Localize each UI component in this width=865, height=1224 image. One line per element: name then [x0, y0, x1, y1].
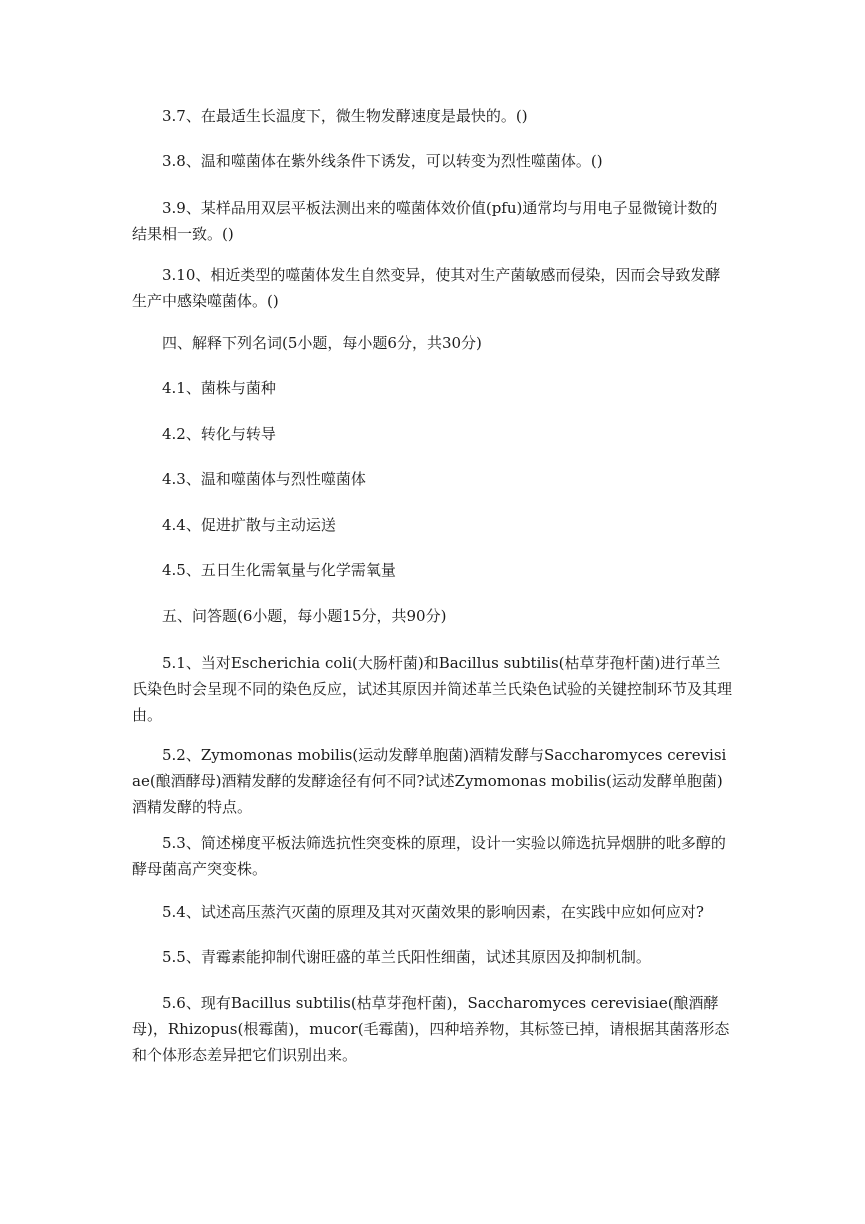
question-3-10: 3.10、相近类型的噬菌体发生自然变异，使其对生产菌敏感而侵染，因而会导致发酵生产中感染噬菌体。() — [132, 266, 721, 310]
section-5-heading: 五、问答题(6小题，每小题15分，共90分) — [162, 607, 447, 625]
question-5-6: 5.6、现有Bacillus subtilis(枯草芽孢杆菌)，Saccharomyces cerevisiae(酿酒酵母)，Rhizopus(根霉菌)，mucor(毛霉菌)，四种培养物，其标签已掉，请根据其菌落形态和个体形态差异把它们识别出来。 — [132, 994, 730, 1064]
term-4-3: 4.3、温和噬菌体与烈性噬菌体 — [162, 470, 366, 488]
term-4-2: 4.2、转化与转导 — [162, 425, 276, 443]
term-4-4: 4.4、促进扩散与主动运送 — [162, 516, 336, 534]
question-5-2: 5.2、Zymomonas mobilis(运动发酵单胞菌)酒精发酵与Saccharomyces cerevisiae(酿酒酵母)酒精发酵的发酵途径有何不同?试述Zymomonas mobilis(运动发酵单胞菌)酒精发酵的特点。 — [132, 746, 727, 816]
question-5-3: 5.3、简述梯度平板法筛选抗性突变株的原理，设计一实验以筛选抗异烟肼的吡多醇的酵母菌高产突变株。 — [132, 834, 726, 878]
question-3-7: 3.7、在最适生长温度下，微生物发酵速度是最快的。() — [162, 107, 528, 125]
question-5-4: 5.4、试述高压蒸汽灭菌的原理及其对灭菌效果的影响因素，在实践中应如何应对? — [162, 903, 704, 921]
question-3-8: 3.8、温和噬菌体在紫外线条件下诱发，可以转变为烈性噬菌体。() — [162, 152, 603, 170]
question-5-5: 5.5、青霉素能抑制代谢旺盛的革兰氏阳性细菌，试述其原因及抑制机制。 — [162, 948, 651, 966]
question-5-1: 5.1、当对Escherichia coli(大肠杆菌)和Bacillus subtilis(枯草芽孢杆菌)进行革兰氏染色时会呈现不同的染色反应，试述其原因并简述革兰氏染色试验的关键控制环节及其理由。 — [132, 654, 733, 724]
term-4-5: 4.5、五日生化需氧量与化学需氧量 — [162, 561, 396, 579]
question-3-9: 3.9、某样品用双层平板法测出来的噬菌体效价值(pfu)通常均与用电子显微镜计数的结果相一致。() — [132, 199, 718, 243]
section-4-heading: 四、解释下列名词(5小题，每小题6分，共30分) — [162, 334, 482, 352]
term-4-1: 4.1、菌株与菌种 — [162, 379, 276, 397]
